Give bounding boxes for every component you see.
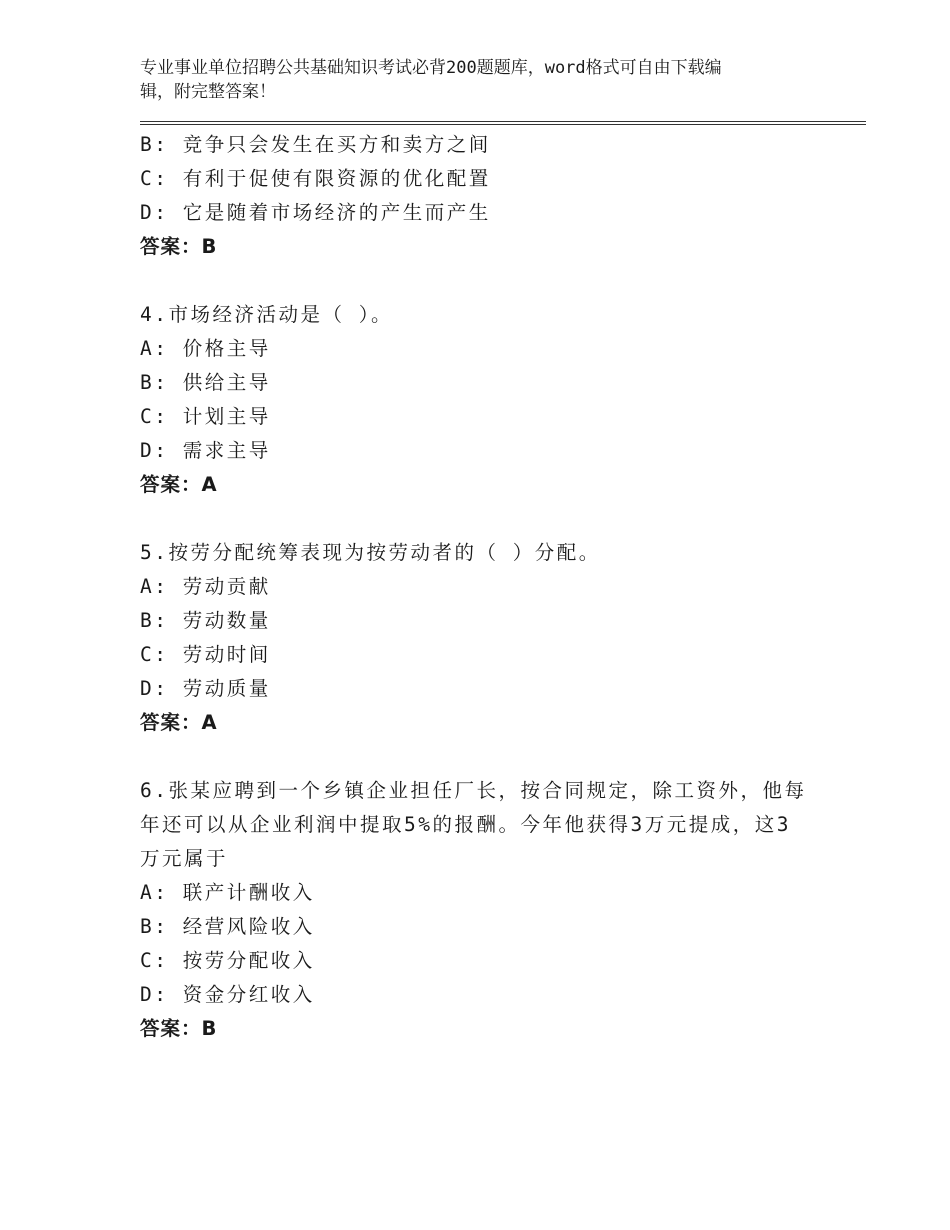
header-line-1: 专业事业单位招聘公共基础知识考试必背200题题库，word格式可自由下载编 (140, 58, 722, 78)
question-stem-line-2: 年还可以从企业利润中提取5%的报酬。今年他获得3万元提成，这3 (140, 813, 791, 836)
option-c: C: 计划主导 (140, 405, 271, 428)
spacer (140, 264, 840, 298)
option-a: A: 联产计酬收入 (140, 881, 315, 904)
option-d: D: 它是随着市场经济的产生而产生 (140, 201, 491, 224)
option-d: D: 需求主导 (140, 439, 271, 462)
answer: 答案：B (140, 235, 218, 258)
option-d: D: 劳动质量 (140, 677, 271, 700)
option-b: B: 供给主导 (140, 371, 271, 394)
question-stem-line-3: 万元属于 (140, 847, 229, 870)
option-b: B: 劳动数量 (140, 609, 271, 632)
question-6 (140, 774, 840, 1046)
header-divider (140, 121, 866, 125)
option-b: B: 经营风险收入 (140, 915, 315, 938)
option-d: D: 资金分红收入 (140, 983, 315, 1006)
answer: 答案：B (140, 1017, 218, 1040)
question-stem: 5.按劳分配统筹表现为按劳动者的（ ）分配。 (140, 541, 601, 564)
option-c: C: 劳动时间 (140, 643, 271, 666)
page-header (140, 56, 800, 104)
option-a: A: 价格主导 (140, 337, 271, 360)
question-5 (140, 536, 840, 740)
question-list (140, 128, 840, 1046)
question-stem: 4.市场经济活动是（ ）。 (140, 303, 393, 326)
answer: 答案：A (140, 711, 218, 734)
option-c: C: 按劳分配收入 (140, 949, 315, 972)
header-line-2: 辑，附完整答案！ (140, 82, 276, 102)
option-b: B: 竞争只会发生在买方和卖方之间 (140, 133, 491, 156)
option-a: A: 劳动贡献 (140, 575, 271, 598)
spacer (140, 740, 840, 774)
answer: 答案：A (140, 473, 218, 496)
option-c: C: 有利于促使有限资源的优化配置 (140, 167, 491, 190)
spacer (140, 502, 840, 536)
question-4 (140, 298, 840, 502)
question-stem-line-1: 6.张某应聘到一个乡镇企业担任厂长，按合同规定，除工资外，他每 (140, 779, 807, 802)
question-3 (140, 128, 840, 264)
